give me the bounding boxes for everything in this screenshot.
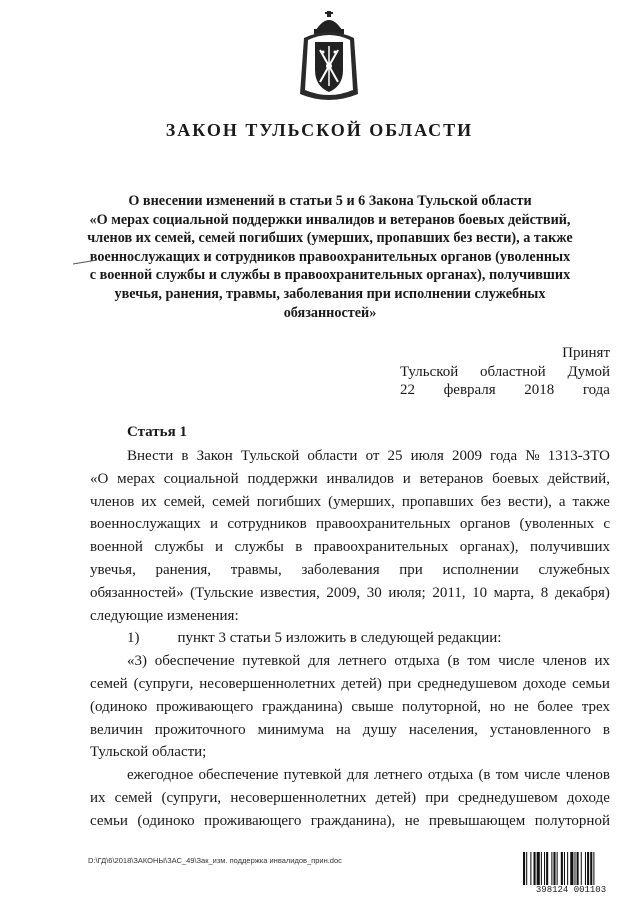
body-word: пункт 3 статьи 5 изложить в следующей редакции:: [177, 630, 502, 647]
barcode-bar: [541, 852, 542, 885]
body-line: [90, 764, 610, 787]
body-word: без: [480, 493, 501, 510]
body-word: Закон: [196, 448, 233, 464]
coat-of-arms-icon: [298, 8, 360, 108]
body-word: сотрудников: [227, 516, 307, 533]
body-word: семьи: [572, 675, 610, 692]
body-word: действий,: [547, 470, 610, 487]
body-word: Тульской области;: [90, 744, 207, 761]
body-word: обязанностей»: [90, 584, 184, 601]
body-word: (супруги,: [133, 675, 194, 692]
body-word: военнослужащих: [90, 516, 201, 533]
body-word: при: [399, 561, 423, 578]
body-line: [90, 536, 610, 559]
body-word: на: [336, 721, 351, 738]
body-line: [90, 559, 610, 582]
body-word: года: [490, 448, 518, 464]
body-word: известия,: [259, 584, 320, 601]
body-word: проживающего: [204, 812, 302, 829]
accepted-label: Принят: [562, 345, 610, 361]
body-word: членов: [90, 493, 135, 510]
subject-line: военнослужащих и сотрудников правоохранительных органов (уволенных: [89, 248, 571, 265]
body-word: их: [90, 789, 106, 806]
body-word: населения,: [408, 721, 478, 738]
body-word: несовершеннолетних: [199, 675, 336, 692]
body-line: [90, 696, 610, 719]
file-path: D:\ГД\6\2018\ЗАКОНЫ\ЗАС_49\Зак_изм. поддержка инвалидов_прин.doc: [88, 856, 342, 865]
body-word: 1): [127, 630, 140, 647]
body-word: с: [603, 516, 610, 533]
body-word: (в: [447, 653, 460, 670]
body-word: погибших: [256, 493, 322, 510]
body-word: ранения,: [155, 561, 212, 578]
body-line: [90, 741, 610, 764]
body-word: 2009,: [326, 584, 361, 601]
body-word: правоохранительных: [315, 516, 451, 533]
body-word: но: [489, 698, 506, 715]
law-title: ЗАКОН ТУЛЬСКОЙ ОБЛАСТИ: [165, 120, 474, 140]
body-line: [90, 582, 610, 605]
body-word: 8: [540, 584, 549, 601]
accepted-word: областной: [480, 363, 546, 380]
body-word: семей: [90, 675, 128, 692]
body-word: гражданина): [261, 698, 343, 715]
body-word: боевых: [492, 470, 539, 487]
body-word: семей: [114, 789, 153, 806]
body-word: ветеранов: [419, 470, 484, 487]
body-line: [90, 673, 610, 696]
body-word: 2009: [451, 448, 482, 464]
body-word: и: [210, 516, 219, 533]
body-word: мерах: [117, 470, 155, 487]
body-word: социальной: [163, 470, 239, 487]
accepted-word: года: [582, 382, 610, 398]
body-word: «3): [127, 653, 147, 670]
barcode-number: 398124 001103: [521, 885, 621, 895]
body-word: от: [365, 448, 380, 464]
accepted-date-line: [400, 381, 610, 400]
body-word: 10: [472, 584, 488, 601]
body-word: величин: [90, 721, 143, 738]
subject-line: с военной службы и службы в правоохранительных органах), получивших: [89, 267, 571, 284]
body-word: (в: [478, 767, 491, 784]
barcode-bar: [526, 852, 527, 885]
body-word: том: [495, 767, 519, 784]
body-word: (одиноко: [137, 812, 195, 829]
barcode-bar: [593, 852, 594, 885]
body-word: и: [215, 539, 224, 556]
law-subject: [70, 192, 590, 322]
accepted-by-line: [400, 363, 610, 382]
barcode-bar: [537, 852, 540, 885]
body-word: членов: [542, 653, 587, 670]
barcode-bar: [567, 852, 568, 885]
body-word: установленного: [489, 721, 591, 738]
body-word: служебных: [538, 561, 610, 578]
body-word: несовершеннолетних: [230, 789, 367, 806]
body-word: среднедушевом: [417, 675, 518, 692]
barcode-bar: [557, 852, 558, 885]
subject-line: обязанностей»: [283, 304, 377, 321]
body-word: июля: [410, 448, 444, 464]
body-word: их: [141, 493, 157, 510]
body-word: в: [181, 448, 189, 464]
margin-pen-mark: [72, 259, 98, 265]
body-word: членов: [565, 767, 610, 784]
barcode-bar: [585, 852, 586, 885]
body-line: [90, 627, 610, 650]
body-word: свыше: [351, 698, 394, 715]
body-word: путевкой: [283, 767, 342, 784]
body-word: (Тульские: [190, 584, 254, 601]
body-word: службы: [154, 539, 204, 556]
acceptance-block: [400, 344, 610, 400]
barcode-bar: [546, 852, 548, 885]
body-line: [90, 468, 610, 491]
body-word: более: [537, 698, 574, 715]
article-heading: Статья 1: [127, 424, 187, 440]
body-word: том: [467, 653, 491, 670]
body-word: обеспечение: [154, 653, 235, 670]
body-word: минимума: [257, 721, 325, 738]
body-word: летнего: [337, 653, 387, 670]
body-word: не: [513, 698, 529, 715]
body-word: детей): [341, 675, 382, 692]
list-gap: [140, 627, 178, 650]
body-word: доходе: [566, 789, 610, 806]
body-word: путевкой: [242, 653, 301, 670]
accepted-word: 2018: [524, 382, 555, 398]
body-word: (уволенных: [519, 516, 595, 533]
body-line: [90, 445, 610, 468]
body-word: среднедушевом: [457, 789, 558, 806]
accepted-word: февраля: [443, 382, 496, 398]
barcode-bar: [553, 852, 555, 885]
body-word: отдыха: [427, 767, 474, 784]
body-line: [90, 787, 610, 810]
body-word: органов: [459, 516, 511, 533]
body-word: отдыха: [394, 653, 440, 670]
body-word: превышающем: [428, 812, 526, 829]
barcode-bar: [570, 852, 573, 885]
body-word: в: [295, 539, 303, 556]
body-word: военной: [90, 539, 143, 556]
body-word: Тульской: [240, 448, 300, 464]
body-word: не: [404, 812, 420, 829]
body-line: [90, 513, 610, 536]
body-word: проживающего: [155, 698, 254, 715]
body-word: получивших: [529, 539, 610, 556]
body-word: для: [346, 767, 369, 784]
barcode-bar: [564, 852, 565, 885]
accepted-word: Думой: [567, 363, 610, 380]
body-word: при: [425, 789, 449, 806]
body-word: полуторной,: [402, 698, 482, 715]
body-word: обеспечение: [198, 767, 279, 784]
body-word: гражданина),: [310, 812, 396, 829]
body-word: органах),: [459, 539, 519, 556]
body-word: заболевания: [301, 561, 380, 578]
barcode-bar: [561, 852, 563, 885]
body-word: ежегодное: [127, 767, 194, 784]
body-word: полуторной: [534, 812, 610, 829]
barcode-bar: [523, 852, 525, 885]
article-body: [90, 445, 610, 833]
body-word: 1313-ЗТО: [547, 448, 610, 464]
body-word: при: [387, 675, 412, 692]
body-word: 2011,: [432, 584, 466, 601]
body-word: семей,: [163, 493, 206, 510]
body-word: «О: [90, 470, 109, 487]
barcode-bar: [590, 852, 592, 885]
body-word: детей): [375, 789, 417, 806]
body-word: в: [602, 721, 610, 738]
body-word: Внести: [127, 448, 174, 464]
body-word: их: [594, 653, 610, 670]
barcode-bar: [581, 852, 582, 885]
accepted-word: Тульской: [400, 363, 459, 380]
body-word: летнего: [373, 767, 423, 784]
barcode-bar: [534, 852, 536, 885]
subject-line: увечья, ранения, травмы, заболевания при исполнении служебных: [114, 285, 546, 302]
body-word: поддержки: [247, 470, 318, 487]
body-line: [90, 810, 610, 833]
barcode-bar: [577, 852, 579, 885]
body-word: доходе: [523, 675, 567, 692]
body-word: вести),: [507, 493, 552, 510]
body-word: (одиноко: [90, 698, 148, 715]
body-word: и: [402, 470, 411, 487]
body-word: следующие изменения:: [90, 607, 239, 624]
body-line: [90, 605, 610, 628]
body-word: службы: [234, 539, 284, 556]
body-word: также: [572, 493, 610, 510]
body-word: семьи: [90, 812, 128, 829]
body-word: декабря): [554, 584, 610, 601]
body-word: травмы,: [230, 561, 282, 578]
body-line: [90, 650, 610, 673]
body-word: №: [525, 448, 540, 464]
accepted-word: 22: [400, 382, 415, 398]
subject-line: «О мерах социальной поддержки инвалидов и ветеранов боевых действий,: [89, 211, 571, 228]
body-word: пропавших: [401, 493, 474, 510]
body-word: марта,: [493, 584, 535, 601]
barcode-bar: [587, 852, 589, 885]
subject-line: О внесении изменений в статьи 5 и 6 Закона Тульской области: [128, 193, 532, 209]
body-word: трех: [581, 698, 610, 715]
body-word: прожиточного: [154, 721, 246, 738]
body-word: душу: [362, 721, 397, 738]
body-word: правоохранительных: [313, 539, 449, 556]
body-word: (супруги,: [161, 789, 222, 806]
body-word: исполнении: [442, 561, 519, 578]
body-word: числе: [524, 767, 561, 784]
body-word: а: [558, 493, 566, 510]
body-word: инвалидов: [326, 470, 394, 487]
barcode-bar: [544, 852, 545, 885]
subject-line: членов их семей, семей погибших (умерших, пропавших без вести), а также: [87, 230, 573, 247]
barcode-bar: [551, 852, 552, 885]
body-word: семей: [212, 493, 250, 510]
body-word: (умерших,: [328, 493, 395, 510]
body-word: 25: [387, 448, 403, 464]
body-line: [90, 719, 610, 742]
body-word: числе: [498, 653, 535, 670]
body-word: для: [308, 653, 331, 670]
body-word: июля;: [388, 584, 426, 601]
barcode-bar: [530, 852, 531, 885]
body-word: 30: [366, 584, 382, 601]
barcode-bar: [574, 852, 575, 885]
body-line: [90, 491, 610, 514]
body-word: увечья,: [90, 561, 136, 578]
body-word: области: [307, 448, 358, 464]
